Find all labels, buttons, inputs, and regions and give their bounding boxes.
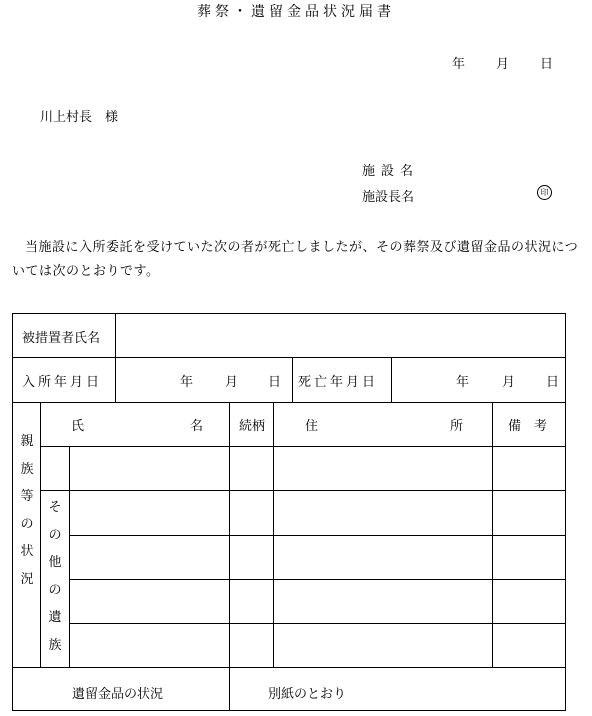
property-status-label: 遺留金品の状況 bbox=[72, 687, 164, 702]
addressee: 川上村長 様 bbox=[40, 110, 119, 125]
facility-name-label: 施設名 bbox=[362, 164, 420, 179]
admission-year: 年 bbox=[180, 375, 194, 390]
subject-name-label: 被措置者氏名 bbox=[22, 331, 101, 346]
col-address-part2: 所 bbox=[450, 419, 464, 434]
admission-month: 月 bbox=[225, 375, 239, 390]
death-month: 月 bbox=[502, 375, 516, 390]
admission-day: 日 bbox=[268, 375, 282, 390]
death-date-label: 死亡年月日 bbox=[298, 375, 379, 390]
date-month-label: 月 bbox=[496, 57, 510, 72]
death-year: 年 bbox=[456, 375, 470, 390]
subject-name-field[interactable] bbox=[117, 314, 564, 356]
col-relation: 続柄 bbox=[239, 419, 266, 434]
col-remarks: 備 考 bbox=[508, 419, 548, 434]
admission-date-label: 入所年月日 bbox=[22, 375, 103, 390]
col-name-part2: 名 bbox=[190, 419, 204, 434]
col-name-part1: 氏 bbox=[71, 419, 85, 434]
other-heirs-label: そ の 他 の 遺 族 bbox=[48, 500, 62, 653]
body-paragraph: 当施設に入所委託を受けていた次の者が死亡しましたが、その葬祭及び遺留金品の状況については次のとおりです。 bbox=[12, 240, 579, 279]
death-day: 日 bbox=[546, 375, 560, 390]
col-address-part1: 住 bbox=[305, 419, 319, 434]
seal-mark: 印 bbox=[537, 185, 552, 200]
date-day-label: 日 bbox=[540, 57, 554, 72]
relatives-status-label: 親 族 等 の 状 況 bbox=[20, 434, 34, 587]
document-title: 葬祭・遺留金品状況届書 bbox=[197, 4, 395, 20]
property-status-value: 別紙のとおり bbox=[268, 687, 347, 702]
facility-head-label: 施設長名 bbox=[362, 190, 415, 205]
date-year-label: 年 bbox=[452, 57, 466, 72]
